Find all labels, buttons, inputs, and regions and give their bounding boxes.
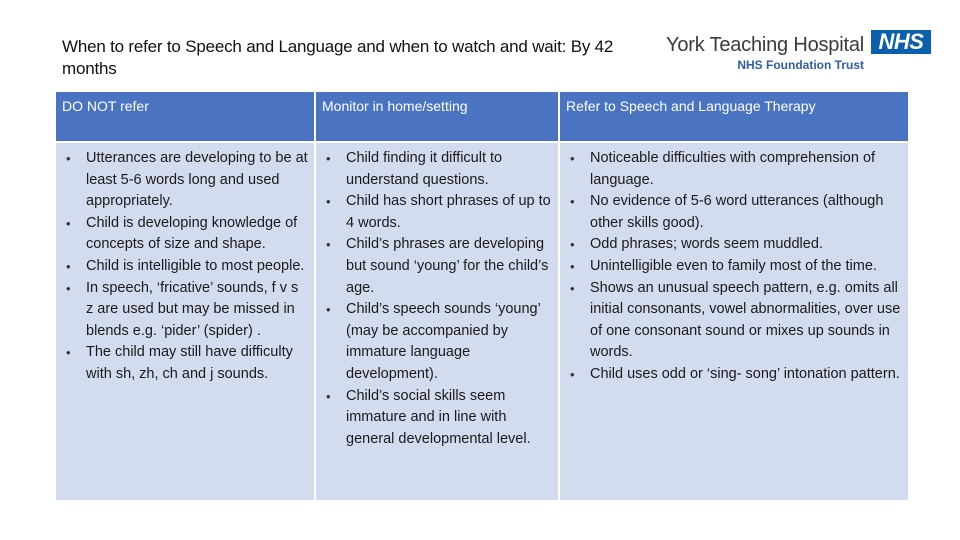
hospital-logo: [648, 33, 864, 73]
hospital-subtitle: NHS Foundation Trust: [737, 58, 864, 72]
cell-do-not-refer: [56, 143, 314, 500]
refer-list: [564, 148, 902, 386]
table-header-row: [56, 92, 908, 141]
list-item: • Utterances are developing to be at least 5-6 words long and used appropriately.: [60, 148, 308, 213]
cell-monitor: [316, 143, 558, 500]
list-item: • Child finding it difficult to understand questions.: [320, 148, 552, 191]
monitor-list: [320, 148, 552, 450]
list-item: • Child is developing knowledge of concepts of size and shape.: [60, 213, 308, 256]
list-item: • Child’s speech sounds ‘young’ (may be accompanied by immature language development).: [320, 299, 552, 385]
list-item: • Child has short phrases of up to 4 words.: [320, 191, 552, 234]
referral-table: [54, 90, 910, 502]
header-refer: Refer to Speech and Language Therapy: [560, 92, 908, 141]
cell-refer: [560, 143, 908, 500]
header-monitor: Monitor in home/setting: [316, 92, 558, 141]
nhs-logo-badge: NHS: [871, 30, 931, 54]
list-item: • Child’s phrases are developing but sound ‘young’ for the child’s age.: [320, 234, 552, 299]
list-item: • Shows an unusual speech pattern, e.g. omits all initial consonants, vowel abnormalities, over use of one consonant sound or mixes up sounds in words.: [564, 278, 902, 364]
list-item: • Child is intelligible to most people.: [60, 256, 308, 278]
hospital-name: York Teaching Hospital: [666, 34, 864, 56]
list-item: • The child may still have difficulty with sh, zh, ch and j sounds.: [60, 342, 308, 385]
list-item: • Child’s social skills seem immature and in line with general developmental level.: [320, 386, 552, 451]
page-title: When to refer to Speech and Language and when to watch and wait: By 42 months: [62, 37, 614, 78]
header-do-not-refer: DO NOT refer: [56, 92, 314, 141]
do-not-refer-list: [60, 148, 308, 386]
list-item: • Odd phrases; words seem muddled.: [564, 234, 902, 256]
list-item: • Noticeable difficulties with comprehension of language.: [564, 148, 902, 191]
list-item: • No evidence of 5-6 word utterances (although other skills good).: [564, 191, 902, 234]
list-item: • Child uses odd or ‘sing- song’ intonation pattern.: [564, 364, 902, 386]
table-body-row: [56, 143, 908, 500]
list-item: • Unintelligible even to family most of the time.: [564, 256, 902, 278]
list-item: • In speech, ‘fricative’ sounds, f v s z are used but may be missed in blends e.g. ‘pider’ (spider) .: [60, 278, 308, 343]
